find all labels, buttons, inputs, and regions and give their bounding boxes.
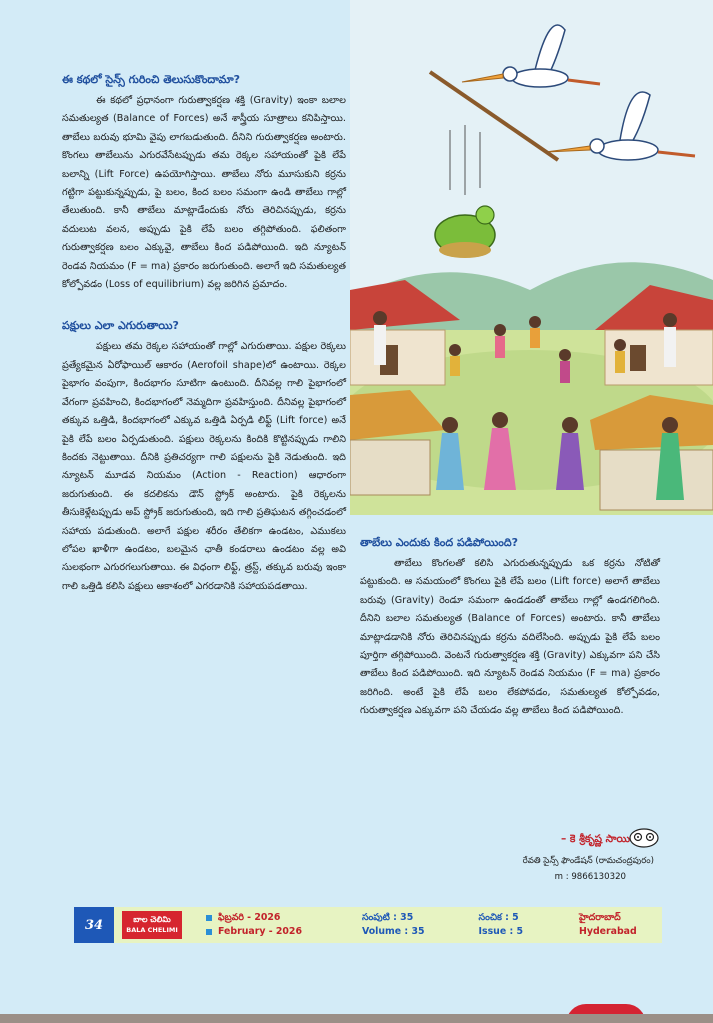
volume-telugu: సంపుటి : 35: [361, 912, 414, 923]
section3-body: తాబేలు కొంగలతో కలిసి ఎగురుతున్నప్పుడు ఒక కర్రను నోటితో పట్టుకుంది. ఆ సమయంలో కొంగలు పైకి లేపే బలం (Lift force) అలాగే తాబేలు బరువు (Gravity) రెండూ సమంగా ఉండడంతో తాబేలు గాల్లో ఉండగలిగింది. దీనిని బలాల సమతుల్యత (Balance of Forces) అంటారు. కానీ తాబేలు మాట్లాడడానికి నోరు తెరిచినప్పుడు కర్రను వదిలేసింది. అప్పుడు పైకి లేపే బలం పూర్తిగా తగ్గిపోయింది. వెంటనే గురుత్వాకర్షణ శక్తి (Gravity) ఎక్కువగా పని చేసి తాబేలు కింద పడిపోయింది. ఇది న్యూటన్ రెండవ నియమం (F = ma) ప్రకారం జరిగింది. అంటే పైకి లేపే బలం లేకపోవడం, సమతుల్యత కోల్పోవడం, గురుత్వాకర్షణ ఎక్కువగా పని చేయడం వల్ల తాబేలు కింద పడిపోయింది.: [360, 558, 660, 717]
volume-english: Volume : 35: [361, 926, 425, 937]
issue: [479, 911, 523, 939]
bottom-edge: [0, 1014, 713, 1023]
city: [579, 911, 637, 939]
date-english: February - 2026: [206, 925, 302, 939]
author-phone: m : 9866130320: [554, 872, 626, 882]
city-telugu: హైదరాబాద్: [578, 912, 621, 923]
city-english: Hyderabad: [578, 926, 637, 937]
section1-heading: ఈ కథలో సైన్స్ గురించి తెలుసుకొందామా?: [62, 73, 241, 86]
footer-bar: [74, 907, 662, 943]
section2-heading: పక్షులు ఎలా ఎగురుతాయి?: [62, 319, 179, 333]
issue-date: [206, 911, 302, 939]
author-block: [480, 833, 670, 882]
left-column: [62, 72, 346, 596]
illustration-svg: [350, 0, 713, 515]
spacer: [62, 294, 346, 318]
section2-body: పక్షులు తమ రెక్కల సహాయంతో గాల్లో ఎగురుతాయి. పక్షుల రెక్కలు ప్రత్యేకమైన ఏరోఫాయిల్ ఆకారం (Aerofoil shape)లో ఉంటాయి. రెక్కల పైభాగం వంపుగా, కిందభాగం సూటిగా ఉంటుంది. దీనివల్ల గాలి పైభాగంలో వేగంగా ప్రవహించి, కిందభాగంలో నెమ్మదిగా ప్రవహిస్తుంది. దీనివల్ల పైభాగంలో తక్కువ ఒత్తిడి, కిందభాగంలో ఎక్కువ ఒత్తిడి ఏర్పడి లిఫ్ట్ (Lift force) అనే పైకి లేపే బలం ఏర్పడుతుంది. పక్షులు రెక్కలను కిందికి కొట్టినప్పుడు గాలిని కిందకు నెట్టుతాయి. దీనికి ప్రతిచర్యగా గాలి పక్షులను పైకి నెడుతుంది. ఇది న్యూటన్ మూడవ నియమం (Action - Reaction) ఆధారంగా జరుగుతుంది. ఈ కదలికను డౌన్ స్ట్రోక్ అంటారు. పైకి రెక్కలను తీసుకెళ్లేటప్పుడు అప్ స్ట్రోక్ జరుగుతుంది, ఇది గాలి ప్రతిఘటన తగ్గించడంలో సహాయ పడుతుంది. అలాగే పక్షుల శరీరం తేలికగా ఉండటం, ఎముకలు లోపల ఖాళీగా ఉండటం, బలమైన ఛాతీ కండరాలు ఉండటం వల్ల అవి సులభంగా ఎగురగలుగుతాయి. ఈ విధంగా లిఫ్ట్, త్రస్ట్, తక్కువ బరువు ఇంకా గాలి ఒత్తిడి కలిసి పక్షులు ఆకాశంలో ఎగరడానికి సహాయపడతాయి.: [62, 341, 346, 592]
section3-heading: తాబేలు ఎందుకు కింద పడిపోయింది?: [360, 536, 518, 549]
section1-body: ఈ కథలో ప్రధానంగా గురుత్వాకర్షణ శక్తి (Gravity) ఇంకా బలాల సమతుల్యత (Balance of Forces) అనే శాస్త్రీయ సూత్రాలు కనిపిస్తాయి. తాబేలు బరువు భూమి వైపు లాగబడుతుంది. దీనిని గురుత్వాకర్షణ అంటారు. కొంగలు తాబేలును ఎగురవేసేటప్పుడు తమ రెక్కల సహాయంతో పైకి లేపే బలాన్ని (Lift Force) ఉపయోగిస్తాయి. తాబేలు నోరు మూసుకుని కర్రను గట్టిగా పట్టుకున్నప్పుడు, పై బలం, కింద బలం సమంగా ఉండి తాబేలు గాల్లో తేలుతుంది. కానీ తాబేలు మాట్లాడేందుకు నోరు తెరిచినప్పుడు, కర్రను వదులుట వలన, అప్పుడు పైకి లేపే బలం తగ్గిపోతుంది. ఫలితంగా గురుత్వాకర్షణ బలం ఎక్కువై, తాబేలు కింద పడిపోయింది. ఇది న్యూటన్ రెండవ నియమం (F = ma) ప్రకారం జరుగుతుంది. అలాగే ఇది సమతుల్యత కోల్పోవడం (Loss of equilibrium) వల్ల జరిగిన ప్రమాదం.: [62, 95, 346, 291]
page-number: 34: [74, 907, 114, 943]
logo-english: BALA CHELIMI: [126, 926, 178, 934]
logo-telugu: బాల చెలిమి: [133, 915, 171, 924]
face-doodle-icon: [628, 828, 660, 848]
issue-english: Issue : 5: [478, 926, 523, 937]
story-illustration: [350, 0, 713, 515]
author-org: రేవతి సైన్స్ ఫౌండేషన్ (రామచంద్రపురం): [522, 856, 654, 866]
date-telugu: ఫిబ్రవరి - 2026: [206, 911, 302, 925]
volume: [362, 911, 425, 939]
issue-telugu: సంచిక : 5: [478, 912, 519, 923]
right-column: [360, 535, 660, 721]
author-name: – కె శ్రీకృష్ణ సాయి: [561, 833, 630, 845]
magazine-logo: [122, 911, 182, 939]
